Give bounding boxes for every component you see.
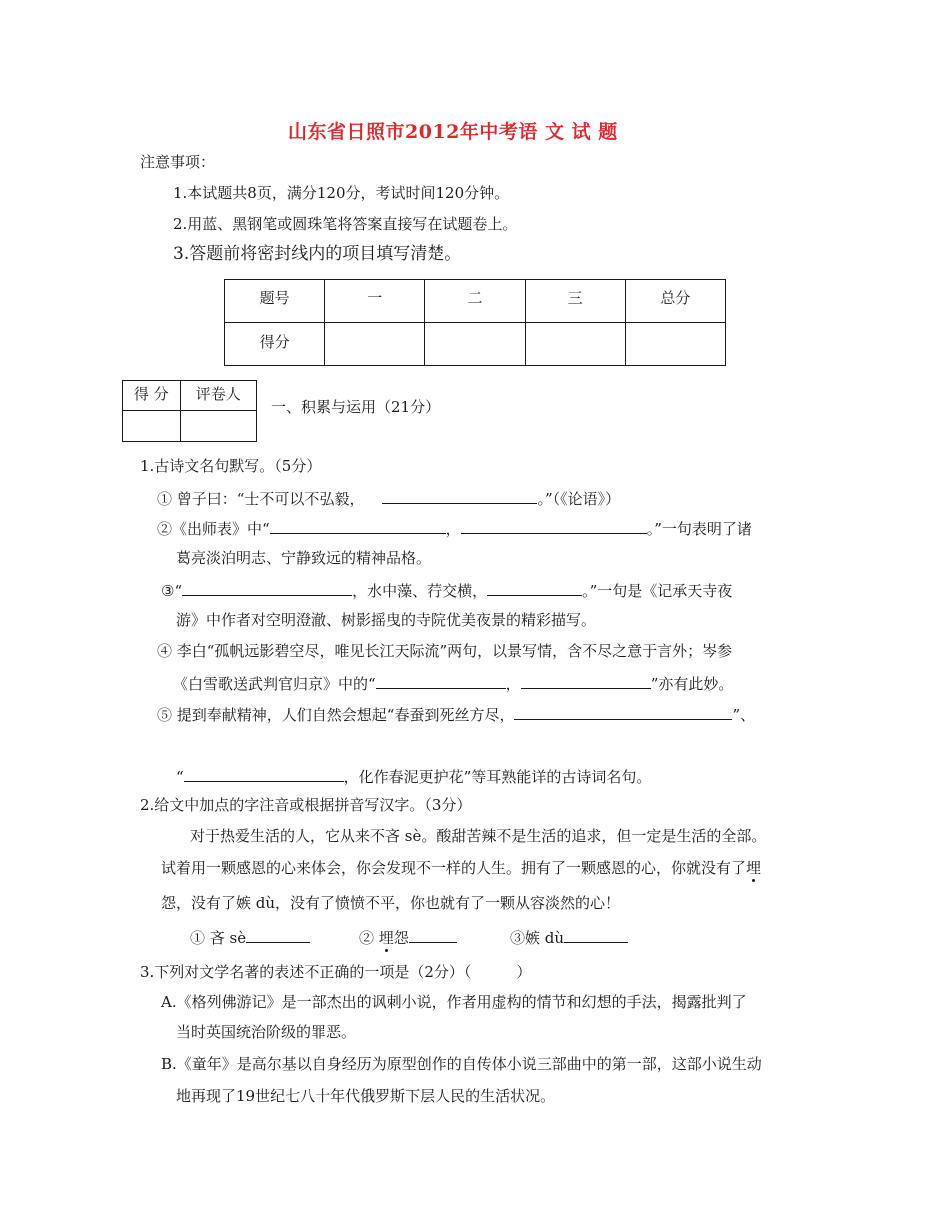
grader-score-cell[interactable] [123,411,181,442]
q1-e-blank-1[interactable] [514,703,732,720]
note-item-3: 3.答题前将密封线内的项目填写清楚。 [173,244,462,264]
q2-answer-2-dotted: 埋 [378,929,394,947]
exam-title: 山东省日照市2012年中考语 文 试 题 [288,121,618,143]
grader-name-label: 评卷人 [180,381,256,411]
q1-d-mid: ， [505,675,521,693]
q3-option-a-line1: A.《格列佛游记》是一部杰出的讽刺小说，作者用虚构的情节和幻想的手法，揭露批判了 [161,993,747,1011]
score-table-header: 总分 [625,280,725,323]
q1-a-blank[interactable] [382,487,537,504]
q1-b-blank-1[interactable] [270,517,446,534]
q1-a-suffix: 。”（《论语》） [537,490,621,508]
q3-option-a-line2: 当时英国统治阶级的罪恶。 [176,1023,357,1041]
q3-option-b-line2: 地再现了19世纪七八十年代俄罗斯下层人民的生活状况。 [176,1087,556,1105]
q2-answer-3 [510,926,628,948]
grader-box [122,380,257,442]
q1-c-blank-2[interactable] [487,579,582,596]
q1-d-line2 [173,672,733,694]
q1-e-line2 [176,765,651,787]
q2-answer-3-blank[interactable] [564,926,628,943]
q1-b-mid: ， [445,520,461,538]
score-table-header: 题号 [225,280,325,323]
score-cell[interactable] [325,323,425,366]
q2-answer-2-pre: ② [359,929,379,947]
q1-c-suffix: 。”一句是《记承天寺夜 [582,582,733,600]
q2-passage-line1: 对于热爱生活的人，它从来不吝 sè。酸甜苦辣不是生活的追求，但一定是生活的全部。 [190,827,767,845]
grader-name-cell[interactable] [180,411,256,442]
score-cell[interactable] [625,323,725,366]
q2-answer-3-label: ③嫉 dù [510,929,565,947]
q2-passage-line3: 怨，没有了嫉 dù，没有了愤愤不平，你也就有了一颗从容淡然的心！ [161,894,621,912]
notes-heading: 注意事项： [140,153,216,171]
q1-stem: 1.古诗文名句默写。（5分） [140,457,322,475]
q2-answer-2-post: 怨 [393,929,409,947]
score-table-header: 三 [525,280,625,323]
q1-d-suffix: ”亦有此妙。 [650,675,734,693]
q1-e-prefix2: “ [176,768,184,786]
score-cell[interactable] [525,323,625,366]
q2-answer-2-blank[interactable] [409,926,457,943]
q2-answer-2 [359,926,457,948]
q1-b-prefix: ②《出师表》中“ [157,520,270,538]
q1-c [161,579,732,601]
q1-b-suffix: 。”一句表明了诸 [646,520,752,538]
q1-c-mid: ，水中藻、荇交横， [352,582,488,600]
score-table [224,279,726,366]
q2-answer-1 [190,926,310,948]
q1-a-prefix: ① 曾子曰：“士不可以不弘毅， [157,490,365,508]
q2-line2-main: 试着用一颗感恩的心来体会，你会发现不一样的人生。拥有了一颗感恩的心，你就没有了 [161,859,747,877]
score-cell[interactable] [425,323,525,366]
q1-d-prefix: 《白雪歌送武判官归京》中的“ [173,675,376,693]
q2-stem: 2.给文中加点的字注音或根据拼音写汉字。（3分） [140,796,472,814]
q1-d-blank-1[interactable] [376,672,506,689]
score-row-label: 得分 [225,323,325,366]
section-1-title: 一、积累与运用（21分） [271,398,441,416]
q1-c-blank-1[interactable] [182,579,352,596]
q2-answer-1-blank[interactable] [246,926,310,943]
q1-d-blank-2[interactable] [521,672,651,689]
q1-b [157,517,752,539]
q1-c-line2: 游》中作者对空明澄澈、树影摇曳的寺院优美夜景的精彩描写。 [176,611,597,629]
q1-a [157,487,620,509]
q2-passage-line2 [161,858,761,878]
q2-answer-1-label: ① 吝 sè [190,929,247,947]
note-item-2: 2.用蓝、黑钢笔或圆珠笔将答案直接写在试题卷上。 [173,215,518,233]
q1-e-blank-2[interactable] [184,765,344,782]
q3-option-b-line1: B.《童年》是高尔基以自身经历为原型创作的自传体小说三部曲中的第一部，这部小说生动 [161,1055,762,1073]
q1-b-blank-2[interactable] [461,517,647,534]
q1-e-line1 [157,703,755,725]
q1-e-suffix: ”、 [732,706,756,724]
q1-e-suffix2: ，化作春泥更护花”等耳熟能详的古诗词名句。 [343,768,652,786]
score-table-header: 一 [325,280,425,323]
q3-stem: 3.下列对文学名著的表述不正确的一项是（2分）（ ） [140,963,532,981]
q1-c-prefix: ③“ [161,582,183,600]
score-table-header: 二 [425,280,525,323]
q1-e-prefix: ⑤ 提到奉献精神，人们自然会想起“春蚕到死丝方尽， [157,706,515,724]
q1-b-line2: 葛亮淡泊明志、宁静致远的精神品格。 [176,549,432,567]
note-item-1: 1.本试题共8页，满分120分，考试时间120分钟。 [173,184,510,202]
q2-dotted-char: 埋 [746,859,762,877]
grader-score-label: 得 分 [123,381,181,411]
q1-d-line1: ④ 李白“孤帆远影碧空尽，唯见长江天际流”两句，以景写情，含不尽之意于言外；岑参 [157,642,733,660]
